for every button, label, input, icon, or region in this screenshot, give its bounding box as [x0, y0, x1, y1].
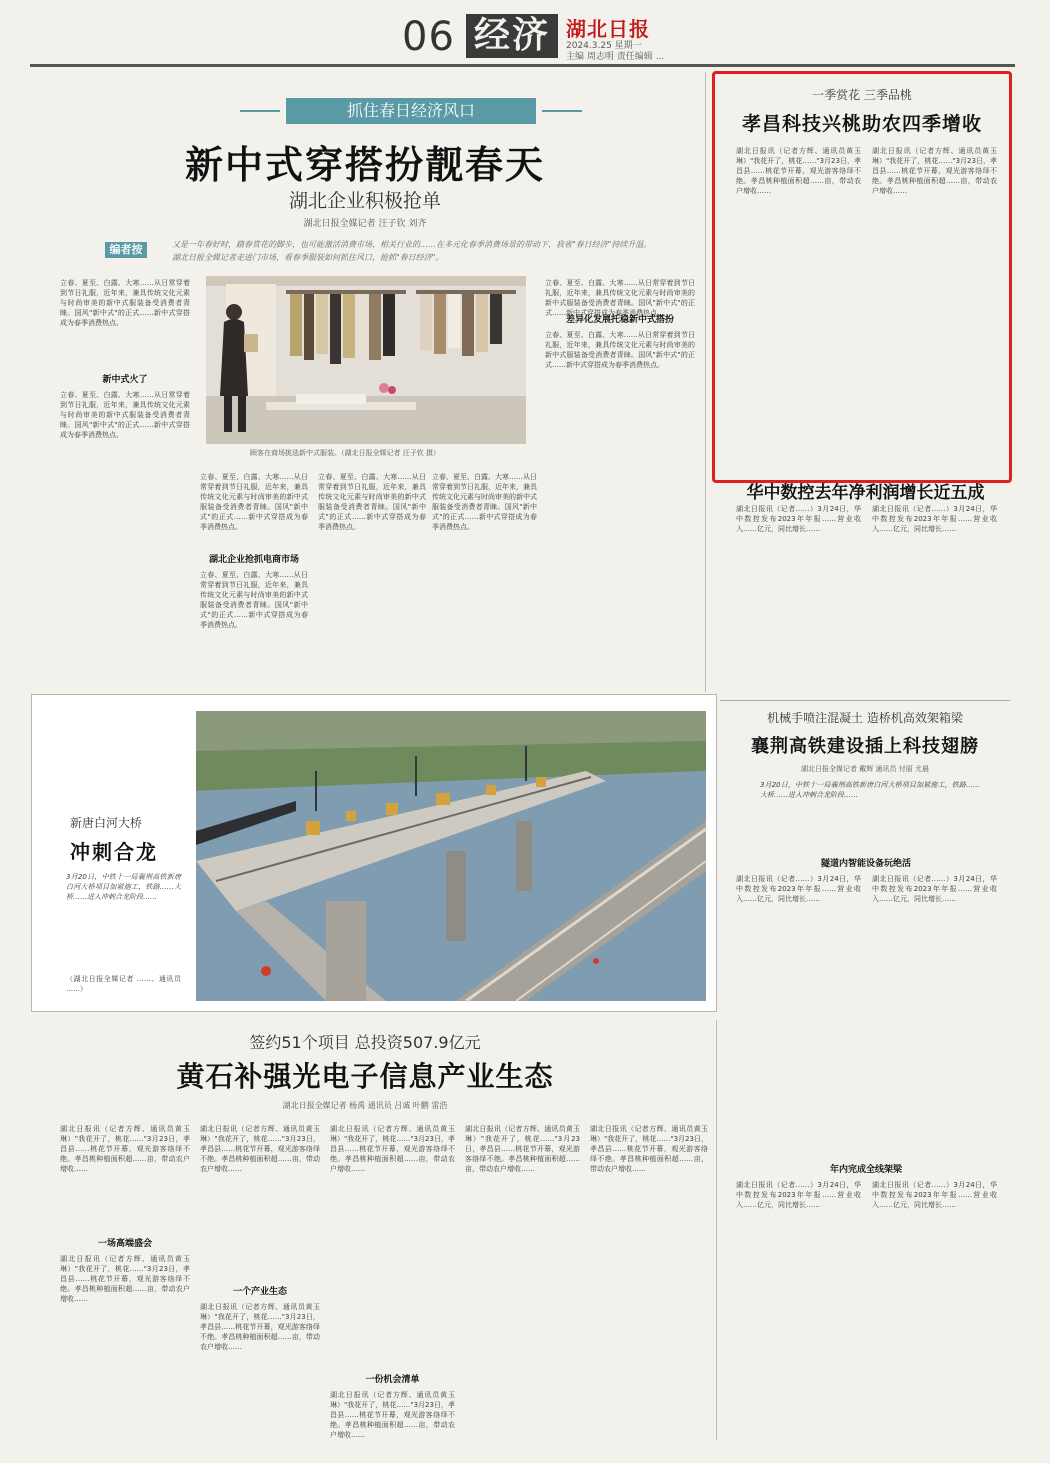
photo-feature-title: 冲刺合龙 — [70, 840, 158, 864]
column-divider — [705, 72, 706, 692]
highlight-kicker: 一季赏花 三季品桃 — [812, 88, 912, 102]
right-lower-body-col1: 湖北日报讯（记者……）3月24日，华中数控发布2023年年报……营业收入……亿元，同比增长…… — [736, 875, 861, 903]
page-number: 06 — [402, 14, 455, 60]
right-lower-intro: 3月20日，中铁十一局襄荆高铁新唐白河大桥项目加紧施工，铁路……大桥……进入冲刺合龙阶段…… — [760, 781, 980, 799]
lead-body-col2a: 立春、夏至、白露、大寒……从日常穿着到节日礼服，近年来，兼具传统文化元素与时尚审美的新中式服装备受消费者青睐。国风"新中式"的正式……新中式穿搭成为春季消费热点。 — [200, 473, 308, 531]
lead-body-col1b: 立春、夏至、白露、大寒……从日常穿着到节日礼服，近年来，兼具传统文化元素与时尚审美的新中式服装备受消费者青睐。国风"新中式"的正式……新中式穿搭成为春季消费热点。 — [60, 391, 190, 439]
lead-section-head-3: 差异化发展托稳新中式搭扮 — [565, 315, 674, 325]
bridge-photo-illustration — [196, 711, 706, 1001]
shop-photo — [206, 276, 526, 444]
right-lower-body-col2: 湖北日报讯（记者……）3月24日，华中数控发布2023年年报……营业收入……亿元，同比增长…… — [872, 875, 997, 903]
right-lower-section-head-2: 年内完成全线架梁 — [829, 1165, 902, 1175]
right-lower-byline: 湖北日报全媒记者 戴辉 通讯员 付丽 尤晨 — [801, 765, 929, 773]
right-lower-rule — [720, 700, 1010, 701]
second-right-body-col1: 湖北日报讯（记者……）3月24日，华中数控发布2023年年报……营业收入……亿元，同比增长…… — [736, 505, 861, 533]
right-lower-section-head-1: 隧道内智能设备玩绝活 — [820, 859, 911, 869]
lead-subtitle: 湖北企业积极抢单 — [288, 190, 441, 212]
second-right-title: 华中数控去年净利润增长近五成 — [746, 483, 985, 503]
editor-note: 又是一年春好时，踏春赏花的脚步，也可能激活消费市场，相关行业的……在多元化春季消费场景的带动下，我省"春日经济"持续升温。湖北日报全媒记者走进门市场，看春季服装如何抓住风口，抢抓"春日经济"。 — [172, 240, 652, 262]
bottom-body-col1a: 湖北日报讯（记者方辉、通讯员黄玉琳）"我花开了，桃花……"3月23日，孝昌县……桃花节开幕，观光游客络绎不绝。孝昌桃种植面积超……亩，带动农户增收…… — [60, 1125, 190, 1173]
issue-date: 2024.3.25 星期一 — [566, 41, 642, 51]
masthead-rule — [30, 64, 1015, 67]
shop-photo-caption: 顾客在商场挑选新中式服装。（湖北日报全媒记者 汪子钦 摄） — [250, 449, 440, 457]
lead-body-col3a: 立春、夏至、白露、大寒……从日常穿着到节日礼服，近年来，兼具传统文化元素与时尚审美的新中式服装备受消费者青睐。国风"新中式"的正式……新中式穿搭成为春季消费热点。 — [318, 473, 426, 531]
highlight-body-col1: 湖北日报讯（记者方辉、通讯员黄玉琳）"我花开了，桃花……"3月23日，孝昌县……桃花节开幕，观光游客络绎不绝。孝昌桃种植面积超……亩，带动农户增收…… — [736, 147, 861, 195]
bottom-body-col4: 湖北日报讯（记者方辉、通讯员黄玉琳）"我花开了，桃花……"3月23日，孝昌县……桃花节开幕，观光游客络绎不绝。孝昌桃种植面积超……亩，带动农户增收…… — [465, 1125, 580, 1173]
highlight-body-col2: 湖北日报讯（记者方辉、通讯员黄玉琳）"我花开了，桃花……"3月23日，孝昌县……桃花节开幕，观光游客络绎不绝。孝昌桃种植面积超……亩，带动农户增收…… — [872, 147, 997, 195]
lead-byline: 湖北日报全媒记者 汪子钦 刘齐 — [303, 219, 427, 229]
bottom-body-col3a: 湖北日报讯（记者方辉、通讯员黄玉琳）"我花开了，桃花……"3月23日，孝昌县……桃花节开幕，观光游客络绎不绝。孝昌桃种植面积超……亩，带动农户增收…… — [330, 1125, 455, 1173]
second-right-body-col2: 湖北日报讯（记者……）3月24日，华中数控发布2023年年报……营业收入……亿元，同比增长…… — [872, 505, 997, 533]
bottom-body-col5: 湖北日报讯（记者方辉、通讯员黄玉琳）"我花开了，桃花……"3月23日，孝昌县……桃花节开幕，观光游客络绎不绝。孝昌桃种植面积超……亩，带动农户增收…… — [590, 1125, 708, 1173]
highlight-title: 孝昌科技兴桃助农四季增收 — [741, 113, 982, 135]
bottom-body-col3b: 湖北日报讯（记者方辉、通讯员黄玉琳）"我花开了，桃花……"3月23日，孝昌县……桃花节开幕，观光游客络绎不绝。孝昌桃种植面积超……亩，带动农户增收…… — [330, 1391, 455, 1439]
masthead — [0, 0, 1050, 68]
right-lower-title: 襄荆高铁建设插上科技翅膀 — [751, 736, 979, 757]
lead-body-col3b: 立春、夏至、白露、大寒……从日常穿着到节日礼服，近年来，兼具传统文化元素与时尚审美的新中式服装备受消费者青睐。国风"新中式"的正式……新中式穿搭成为春季消费热点。 — [432, 473, 537, 531]
lead-body-col1: 立春、夏至、白露、大寒……从日常穿着到节日礼服，近年来，兼具传统文化元素与时尚审美的新中式服装备受消费者青睐。国风"新中式"的正式……新中式穿搭成为春季消费热点。 — [60, 279, 190, 327]
bottom-title: 黄石补强光电子信息产业生态 — [176, 1060, 554, 1093]
shop-photo-illustration — [206, 276, 526, 444]
lead-section-head-2: 湖北企业抢抓电商市场 — [208, 555, 299, 565]
lead-body-col4b: 立春、夏至、白露、大寒……从日常穿着到节日礼服，近年来，兼具传统文化元素与时尚审美的新中式服装备受消费者青睐。国风"新中式"的正式……新中式穿搭成为春季消费热点。 — [545, 331, 695, 369]
section-label: 经济 — [466, 14, 558, 58]
bottom-body-col1b: 湖北日报讯（记者方辉、通讯员黄玉琳）"我花开了，桃花……"3月23日，孝昌县……桃花节开幕，观光游客络绎不绝。孝昌桃种植面积超……亩，带动农户增收…… — [60, 1255, 190, 1303]
right-lower-body-col4: 湖北日报讯（记者……）3月24日，华中数控发布2023年年报……营业收入……亿元，同比增长…… — [872, 1181, 997, 1209]
paper-logo: 湖北日报 — [566, 17, 650, 41]
photo-feature-kicker: 新唐白河大桥 — [70, 816, 143, 830]
lead-kicker: 抓住春日经济风口 — [286, 98, 536, 124]
bottom-column-divider — [716, 1020, 717, 1440]
bottom-kicker: 签约51个项目 总投资507.9亿元 — [249, 1033, 481, 1052]
editor-tag: 编者按 — [105, 242, 147, 258]
bottom-section-head-1: 一场高端盛会 — [97, 1239, 152, 1249]
right-lower-kicker: 机械手喷注混凝土 造桥机高效架箱梁 — [767, 711, 963, 725]
lead-section-head-1: 新中式火了 — [102, 375, 148, 385]
editors-line: 主编 周志明 责任编辑 ... — [566, 52, 665, 62]
lead-body-col4a: 立春、夏至、白露、大寒……从日常穿着到节日礼服，近年来，兼具传统文化元素与时尚审美的新中式服装备受消费者青睐。国风"新中式"的正式……新中式穿搭成为春季消费热点。 — [545, 279, 695, 317]
bridge-photo — [196, 711, 706, 1001]
lead-body-col2b: 立春、夏至、白露、大寒……从日常穿着到节日礼服，近年来，兼具传统文化元素与时尚审美的新中式服装备受消费者青睐。国风"新中式"的正式……新中式穿搭成为春季消费热点。 — [200, 571, 308, 629]
photo-feature-caption: 3月20日，中铁十一局襄荆高铁新唐白河大桥项目加紧施工，铁路……大桥……进入冲刺合龙阶段…… — [66, 873, 181, 901]
bottom-body-col2b: 湖北日报讯（记者方辉、通讯员黄玉琳）"我花开了，桃花……"3月23日，孝昌县……桃花节开幕，观光游客络绎不绝。孝昌桃种植面积超……亩，带动农户增收…… — [200, 1303, 320, 1351]
photo-feature-credit: （湖北日报全媒记者 ……、通讯员 ……） — [66, 975, 181, 993]
bottom-section-head-2: 一个产业生态 — [232, 1287, 287, 1297]
bottom-section-head-3: 一份机会清单 — [365, 1375, 420, 1385]
bottom-body-col2a: 湖北日报讯（记者方辉、通讯员黄玉琳）"我花开了，桃花……"3月23日，孝昌县……桃花节开幕，观光游客络绎不绝。孝昌桃种植面积超……亩，带动农户增收…… — [200, 1125, 320, 1173]
lead-title: 新中式穿搭扮靓春天 — [184, 142, 545, 187]
right-lower-body-col3: 湖北日报讯（记者……）3月24日，华中数控发布2023年年报……营业收入……亿元，同比增长…… — [736, 1181, 861, 1209]
bottom-byline: 湖北日报全媒记者 杨禹 通讯员 吕诚 叶鹏 雷浩 — [282, 1101, 448, 1110]
